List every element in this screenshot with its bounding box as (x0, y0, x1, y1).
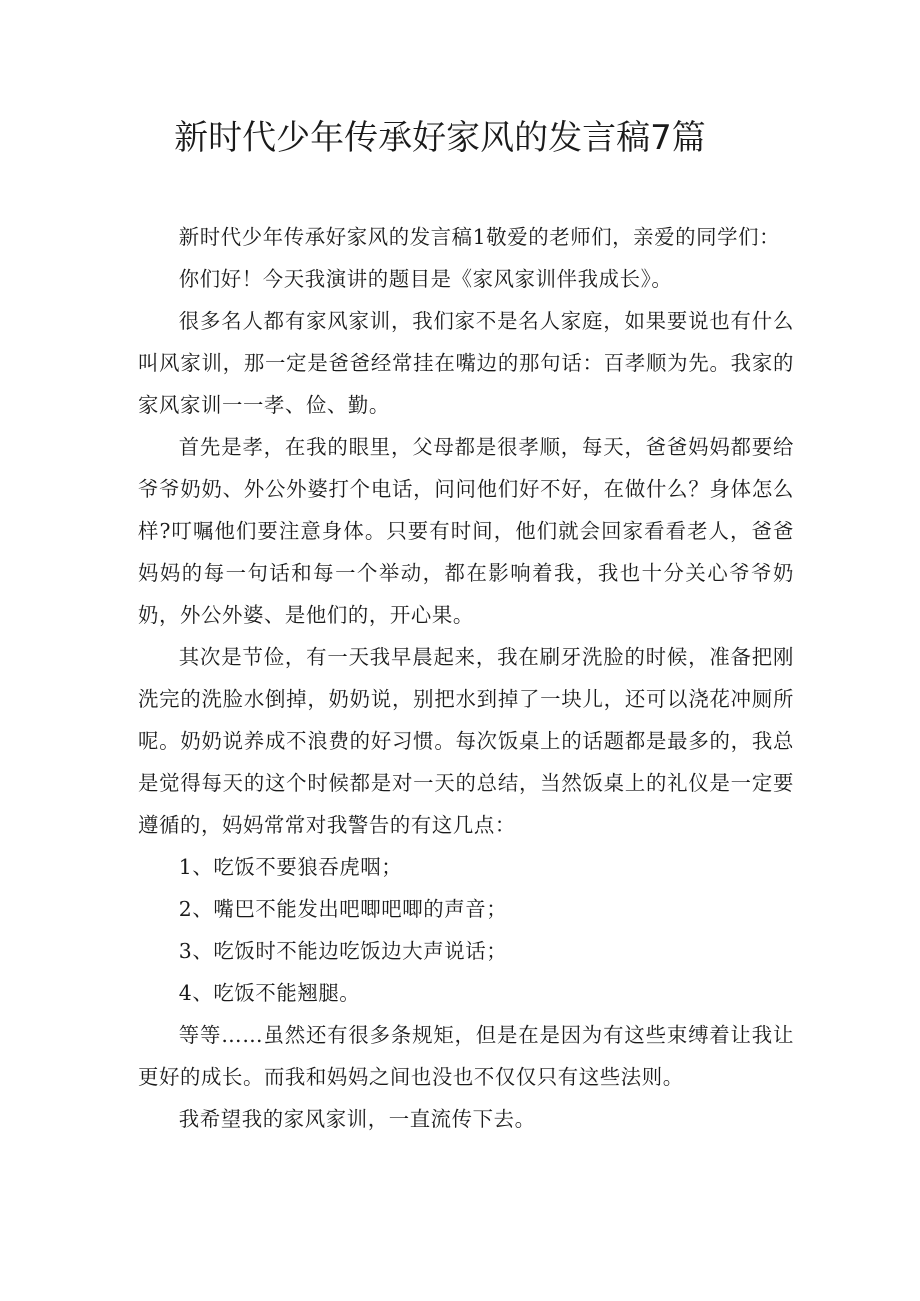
paragraph-family-motto: 很多名人都有家风家训，我们家不是名人家庭，如果要说也有什么叫风家训，那一定是爸爸经常挂在嘴边的那句话：百孝顺为先。我家的家风家训一一孝、俭、勤。 (138, 309, 794, 417)
document-body (138, 216, 794, 1140)
list-item-rule-3: 3、吃饭时不能边吃饭边大声说话； (178, 939, 508, 963)
paragraph-greeting: 新时代少年传承好家风的发言稿1敬爱的老师们，亲爱的同学们： (178, 225, 781, 249)
paragraph-etc: 等等……虽然还有很多条规矩，但是在是因为有这些束缚着让我让更好的成长。而我和妈妈之间也没也不仅仅只有这些法则。 (138, 1023, 794, 1089)
list-item-rule-1: 1、吃饭不要狼吞虎咽； (178, 855, 403, 879)
paragraph-closing: 我希望我的家风家训，一直流传下去。 (178, 1107, 536, 1131)
paragraph-filial-piety: 首先是孝，在我的眼里，父母都是很孝顺，每天，爸爸妈妈都要给爷爷奶奶、外公外婆打个电话，问问他们好不好，在做什么？身体怎么样?叮嘱他们要注意身体。只要有时间，他们就会回家看看老人，爸爸妈妈的每一句话和每一个举动，都在影响着我，我也十分关心爷爷奶奶，外公外婆、是他们的，开心果。 (138, 435, 794, 627)
list-item-rule-2: 2、嘴巴不能发出吧唧吧唧的声音； (178, 897, 508, 921)
document-title: 新时代少年传承好家风的发言稿7篇 (174, 118, 706, 158)
list-item-rule-4: 4、吃饭不能翘腿。 (178, 981, 361, 1005)
paragraph-frugality: 其次是节俭，有一天我早晨起来，我在刷牙洗脸的时候，准备把刚洗完的洗脸水倒掉，奶奶说，别把水到掉了一块儿，还可以浇花冲厕所呢。奶奶说养成不浪费的好习惯。每次饭桌上的话题都是最多的，我总是觉得每天的这个时候都是对一天的总结，当然饭桌上的礼仪是一定要遵循的，妈妈常常对我警告的有这几点： (138, 645, 794, 837)
paragraph-intro: 你们好！今天我演讲的题目是《家风家训伴我成长》。 (178, 267, 673, 291)
